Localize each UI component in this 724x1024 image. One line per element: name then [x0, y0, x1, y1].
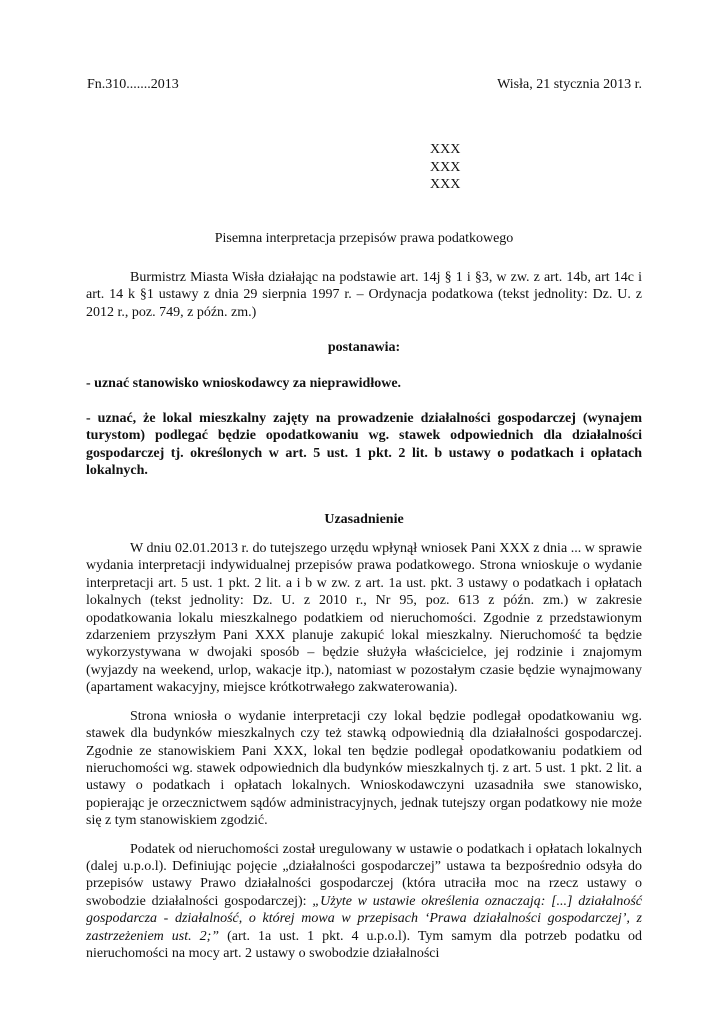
recipient-line: XXX [430, 142, 461, 158]
recipient-line: XXX [430, 177, 461, 193]
recipient-line: XXX [430, 159, 461, 175]
statute-quote: „Użyte w ustawie określenia oznaczają: [...] działalność gospodarcza - działalność, o której mowa w przepisach ‘Prawa działalności gospodarczej’, z zastrzeżeniem ust. 2;” [86, 893, 642, 944]
justification-paragraph: W dniu 02.01.2013 r. do tutejszego urzędu wpłynął wniosek Pani XXX z dnia ... w sprawie wydania interpretacji indywidualnej przepisów prawa podatkowego. Strona wnioskuje o wydanie interpretacji art. 5 ust. 1 pkt. 2 lit. a i b w zw. z art. 1a ust. pkt. 3 ustawy o podatkach i opłatach lokalnych (tekst jednolity: Dz. U. z 2010 r., Nr 95, poz. 613 z późn. zm.) w zakresie opodatkowania lokalu mieszkalnego podatkiem od nieruchomości. Zgodnie z przedstawionym zdarzeniem przyszłym Pani XXX planuje zakupić lokal mieszkalny. Nieruchomość ta będzie wykorzystywana w dwojaki sposób – będzie służyła właścicielce, jej rodzinie i znajomym (wyjazdy na weekend, urlop, wakacje itp.), natomiast w pozostałym czasie będzie wynajmowany (apartament wakacyjny, miejsce krótkotrwałego zakwaterowania). [86, 541, 642, 696]
decision-heading: postanawia: [327, 340, 401, 356]
paragraph-text: (art. 1a ust. 1 pkt. 4 u.p.o.l). Tym samym dla potrzeb podatku od nieruchomości na mocy art. 2 ustawy o swobodzie działalności [86, 928, 643, 961]
ruling-item: - uznać, że lokal mieszkalny zajęty na prowadzenie działalności gospodarczej (wynajem turystom) podlegać będzie opodatkowaniu wg. stawek odpowiednich dla działalności gospodarczej tj. określonych w art. 5 ust. 1 pkt. 2 lit. b ustawy o podatkach i opłatach lokalnych. [86, 411, 642, 479]
justification-heading: Uzasadnienie [324, 511, 404, 527]
document-title: Pisemna interpretacja przepisów prawa podatkowego [214, 230, 514, 246]
justification-paragraph: Strona wniosła o wydanie interpretacji czy lokal będzie podlegał opodatkowaniu wg. stawek dla budynków mieszkalnych czy też stawką odpowiednią dla działalności gospodarczej. Zgodnie ze stanowiskiem Pani XXX, lokal ten będzie podlegał opodatkowaniu podatkiem od nieruchomości wg. stawek odpowiednich dla budynków mieszkalnych tj. z art. 5 ust. 1 pkt. 2 lit. a ustawy o podatkach i opłatach lokalnych. Wnioskodawczyni uzasadniła swe stanowisko, popierając je orzecznictwem sądów administracyjnych, jednak tutejszy organ podatkowy nie może się z tym stanowiskiem zgodzić. [86, 708, 642, 829]
paragraph-text: Podatek od nieruchomości został uregulowany w ustawie o podatkach i opłatach lokalnych (dalej u.p.o.l). Definiując pojęcie „działalności gospodarczej” ustawa ta bezpośrednio odsyła do przepisów ustawy Prawo działalności gospodarczej (która utraciła moc na rzecz ustawy o swobodzie działalności gospodarczej): [86, 841, 642, 909]
recipient-block [430, 141, 642, 193]
justification-paragraph [86, 841, 642, 963]
document-header [87, 76, 642, 93]
reference-number: Fn.310.......2013 [87, 77, 179, 92]
intro-paragraph: Burmistrz Miasta Wisła działając na podstawie art. 14j § 1 i §3, w zw. z art. 14b, art 14c i art. 14 k §1 ustawy z dnia 29 sierpnia 1997 r. – Ordynacja podatkowa (tekst jednolity: Dz. U. z 2012 r., poz. 749, z późn. zm.) [86, 269, 642, 320]
document-page [86, 76, 642, 962]
ruling-item: - uznać stanowisko wnioskodawcy za nieprawidłowe. [86, 375, 402, 391]
place-and-date: Wisła, 21 stycznia 2013 r. [497, 77, 642, 92]
